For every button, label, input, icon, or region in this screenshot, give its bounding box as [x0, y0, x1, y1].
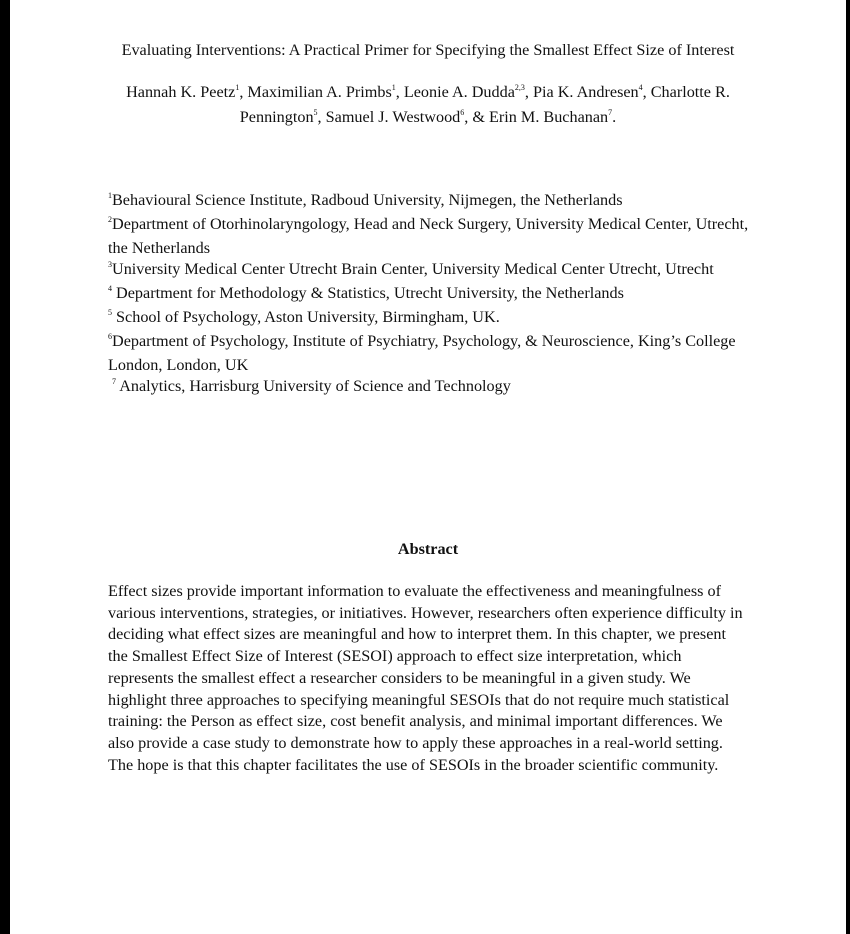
- affiliation-list: [108, 190, 758, 400]
- author: Maximilian A. Primbs$^1$,: [247, 83, 404, 101]
- abstract-body: Effect sizes provide important information to evaluate the effectiveness and meaningfulness of various interventions, strategies, or initiatives. However, researchers often experience difficulty in deciding what effect sizes are meaningful and how to interpret them. In this chapter, we present the Smallest Effect Size of Interest (SESOI) approach to effect size interpretation, which represents the smallest effect a researcher considers to be meaningful in a given study. We highlight three approaches to specifying meaningful SESOIs that do not require much statistical training: the Person as effect size, cost benefit analysis, and minimal important differences. We also provide a case study to demonstrate how to apply these approaches in a real-world setting. The hope is that this chapter facilitates the use of SESOIs in the broader scientific community.: [108, 582, 743, 774]
- author-affiliation-mark: 4: [638, 83, 643, 92]
- abstract-heading: Abstract: [397, 540, 459, 558]
- author: Hannah K. Peetz$^1$,: [126, 83, 248, 101]
- affiliation: $^3$University Medical Center Utrecht Brain Center, University Medical Center Utrecht, Utrecht: [108, 260, 714, 279]
- affiliation: $^7$ Analytics, Harrisburg University of Science and Technology: [112, 377, 511, 396]
- document-page: [10, 0, 846, 934]
- author-affiliation-mark: 1: [391, 83, 396, 92]
- author: Pia K. Andresen$^4$,: [533, 83, 651, 101]
- affiliation: $^1$Behavioural Science Institute, Radboud University, Nijmegen, the Netherlands: [108, 191, 623, 209]
- author-affiliation-mark: 7: [608, 108, 613, 117]
- affiliation: $^4$ Department for Methodology & Statistics, Utrecht University, the Netherlands: [108, 284, 624, 303]
- affiliation: $^6$Department of Psychology, Institute of Psychiatry, Psychology, & Neuroscience, King’s College London, London, UK: [108, 331, 736, 374]
- author-list: [100, 81, 756, 131]
- author-affiliation-mark: 5: [313, 108, 318, 117]
- author: Samuel J. Westwood$^6$, &: [325, 108, 490, 126]
- author-affiliation-mark: 1: [235, 83, 240, 92]
- affiliation: $^5$ School of Psychology, Aston University, Birmingham, UK.: [108, 307, 500, 326]
- paper-title: Evaluating Interventions: A Practical Primer for Specifying the Smallest Effect Size of Interest: [121, 41, 735, 59]
- author: Erin M. Buchanan$^7$.: [489, 108, 617, 126]
- affiliation: $^2$Department of Otorhinolaryngology, Head and Neck Surgery, University Medical Center, Utrecht, the Netherlands: [108, 214, 749, 257]
- author: Charlotte R. Pennington$^5$,: [239, 83, 730, 126]
- author-affiliation-mark: 2,3: [514, 83, 525, 92]
- author: Leonie A. Dudda$^{2,3}$,: [403, 83, 533, 101]
- author-affiliation-mark: 6: [460, 108, 465, 117]
